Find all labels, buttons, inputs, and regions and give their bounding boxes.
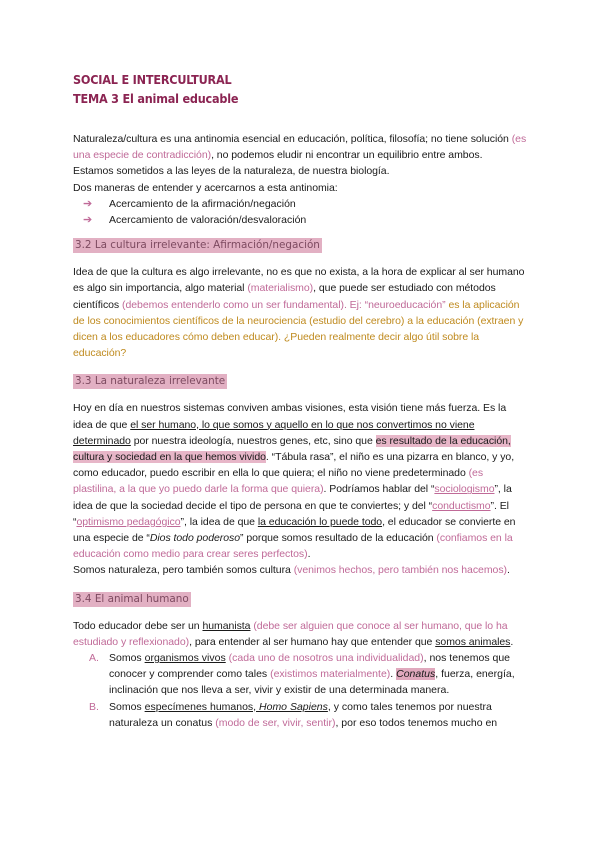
- arrow-icon: ➔: [83, 214, 93, 227]
- list-item: ➔ Acercamiento de la afirmación/negación: [73, 196, 528, 212]
- section-paragraph: Idea de que la cultura es algo irrelevante, no es que no exista, a la hora de explicar al ser humano es algo sin importancia, algo material (materialismo), que puede ser estudiado con métodos científicos (debemos entenderlo como un ser fundamental). Ej: “neuroeducación” es la aplicación de los conocimientos científicos de la neurociencia (estudio del cerebro) a la educación (extraen y dicen a los educadores cómo deben educar). ¿Pueden realmente decir algo útil sobre la educación?: [73, 266, 525, 360]
- section-paragraph: Hoy en día en nuestros sistemas conviven ambas visiones, esta visión tiene más fuerza. Es la idea de que el ser humano, lo que somos y aquello en lo que nos convertimos no viene determinado por nuestra ideología, nuestros genes, etc, sino que es resultado de la educación, cultura y sociedad en la que hemos vivido. “Tábula rasa”, el niño es una pizarra en blanco, y yo, como educador, puedo escribir en ella lo que quiera; el niño no viene predeterminado (es plastilina, a la que yo puedo darle la forma que quiera). Podríamos hablar del “sociologismo”, la idea de que la sociedad decide el tipo de persona en que te conviertes; y del “conductismo”. El “optimismo pedagógico”, la idea de que la educación lo puede todo, el educador se convierte en una especie de “Dios todo poderoso” porque somos resultado de la educación (confiamos en la educación como medio para crear seres perfectos).: [73, 402, 516, 561]
- section-heading: 3.3 La naturaleza irrelevante: [75, 375, 226, 388]
- section-heading: 3.4 El animal humano: [75, 592, 189, 605]
- topic-title: TEMA 3 El animal educable: [73, 91, 239, 106]
- list-marker: B.: [89, 700, 99, 713]
- intro-paragraph: Naturaleza/cultura es una antinomia esencial en educación, política, filosofía; no tiene solución (es una especie de contradicción), no podemos eludir ni encontrar un equilibrio entre ambos.: [73, 133, 527, 162]
- section-paragraph: Todo educador debe ser un humanista (debe ser alguien que conoce al ser humano, que lo ha estudiado y reflexionado), para entender al ser humano hay que entender que somos animales.: [73, 619, 514, 648]
- list-item: ➔ Acercamiento de valoración/desvaloración: [73, 212, 528, 228]
- section-heading: 3.2 La cultura irrelevante: Afirmación/negación: [75, 239, 320, 252]
- list-item: B. Somos especímenes humanos, Homo Sapiens, y como tales tenemos por nuestra naturaleza un conatus (modo de ser, vivir, sentir), por eso todos tenemos mucho en: [89, 700, 498, 729]
- list-item: A. Somos organismos vivos (cada uno de nosotros una individualidad), nos tenemos que conocer y comprender como tales (existimos materialmente). Conatus, fuerza, energía, inclinación que nos lleva a ser, vivir y existir de una determinada manera.: [89, 652, 515, 697]
- intro-line-2: Estamos sometidos a las leyes de la naturaleza, de nuestra biología.: [73, 165, 390, 178]
- list-marker: A.: [89, 652, 99, 665]
- course-title: SOCIAL E INTERCULTURAL: [73, 72, 232, 87]
- arrow-icon: ➔: [83, 197, 93, 210]
- intro-line-3: Dos maneras de entender y acercarnos a esta antinomia:: [73, 181, 338, 194]
- document-page: [73, 70, 528, 731]
- section-paragraph: Somos naturaleza, pero también somos cultura (venimos hechos, pero también nos hacemos).: [73, 564, 510, 577]
